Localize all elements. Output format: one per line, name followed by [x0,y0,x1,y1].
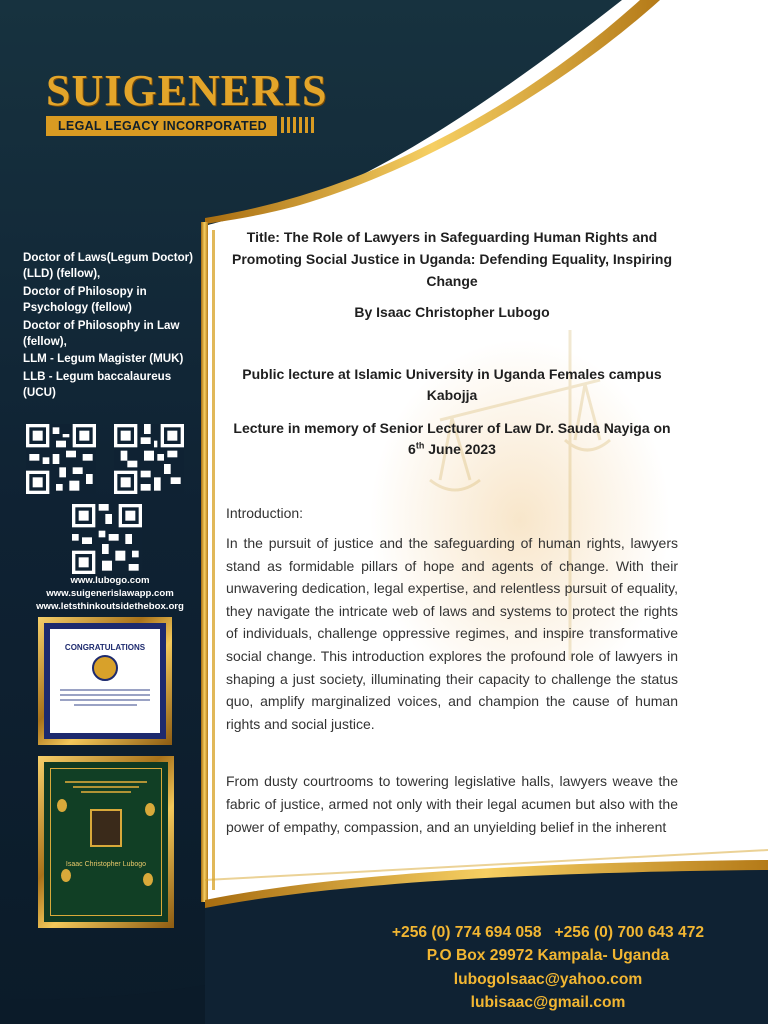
award-recipient-name: Isaac Christopher Lubogo [65,861,147,868]
document-body [226,226,678,838]
brand-name: SUIGENERIS [46,66,328,115]
email-address[interactable]: lubisaac@gmail.com [470,994,626,1012]
credential-item: LLM - Legum Magister (MUK) [23,352,184,366]
contact-details [378,921,718,1015]
qr-code-icon[interactable] [26,424,96,494]
qr-code-icon[interactable] [114,424,184,494]
phone-number[interactable]: +256 (0) 700 643 472 [554,924,705,941]
balloon-decoration [57,799,67,812]
balloon-decoration [143,873,153,886]
award-card [50,768,162,916]
body-paragraph: From dusty courtrooms to towering legislative halls, lawyers weave the fabric of justice, armed not only with their legal acumen but also with the power of empathy, compassion, and an unyielding belief in the inherent [226,773,678,835]
credentials-list [23,250,203,403]
website-link[interactable]: www.lubogo.com [70,575,150,586]
document-title: Title: The Role of Lawyers in Safeguarding Human Rights and Promoting Social Justice in Uganda: Defending Equality, Inspiring Change [231,229,672,289]
balloon-decoration [145,803,155,816]
balloon-decoration [61,869,71,882]
introduction-heading: Introduction: [226,505,304,521]
phone-number[interactable]: +256 (0) 774 694 058 [391,924,542,941]
credential-item: Doctor of Philosophy in Law (fellow), [23,318,180,349]
award-frame [38,756,174,928]
award-heading-lines [65,781,147,796]
document-author: By Isaac Christopher Lubogo [354,304,550,320]
memorial-suffix: June 2023 [424,441,496,457]
credential-item: Doctor of Laws(Legum Doctor) (LLD) (fellow), [23,251,194,281]
brand-tagline: LEGAL LEGACY INCORPORATED [46,116,277,136]
phone-numbers [378,921,718,944]
credential-item: LLB - Legum baccalaureus (UCU) [23,369,172,400]
website-link[interactable]: www.letsthinkoutsidethebox.org [36,601,184,613]
congratulations-card [50,629,160,733]
lecture-memorial [226,418,678,460]
website-links [20,574,200,614]
memorial-prefix: Lecture in memory of Senior Lecturer of Law Dr. Sauda Nayiga on 6 [233,420,671,457]
lecture-venue: Public lecture at Islamic University in Uganda Females campus Kabojja [242,366,662,403]
memorial-ordinal: th [415,440,425,451]
postal-address: P.O Box 29972 Kampala- Uganda [426,947,670,965]
brand-logo [46,68,346,136]
introduction-paragraph: In the pursuit of justice and the safeguarding of human rights, lawyers stand as formidable pillars of hope and agents of change. With their unwavering dedication, legal expertise, and relentless pursuit of equality, they navigate the intricate web of laws and systems to protect the rights of individuals, challenge oppressive regimes, and inspire transformative social change. This introduction explores the profound role of lawyers in shaping a just society, illuminating their capacity to challenge the status quo, amplify marginalized voices, and champion the cause of human rights and social justice. [226,535,678,732]
card-text-lines [60,689,150,709]
portrait-photo [90,809,122,847]
congratulations-frame [38,617,172,745]
congratulations-title: CONGRATULATIONS [64,643,146,652]
website-link[interactable]: www.suigenerislawapp.com [46,588,174,600]
qr-code-icon[interactable] [72,504,142,574]
portrait-photo [92,655,118,681]
credential-item: Doctor of Philosopy in Psychology (fellow) [23,284,147,315]
brand-bars-decoration [281,117,315,133]
email-address[interactable]: lubogolsaac@yahoo.com [453,970,643,988]
